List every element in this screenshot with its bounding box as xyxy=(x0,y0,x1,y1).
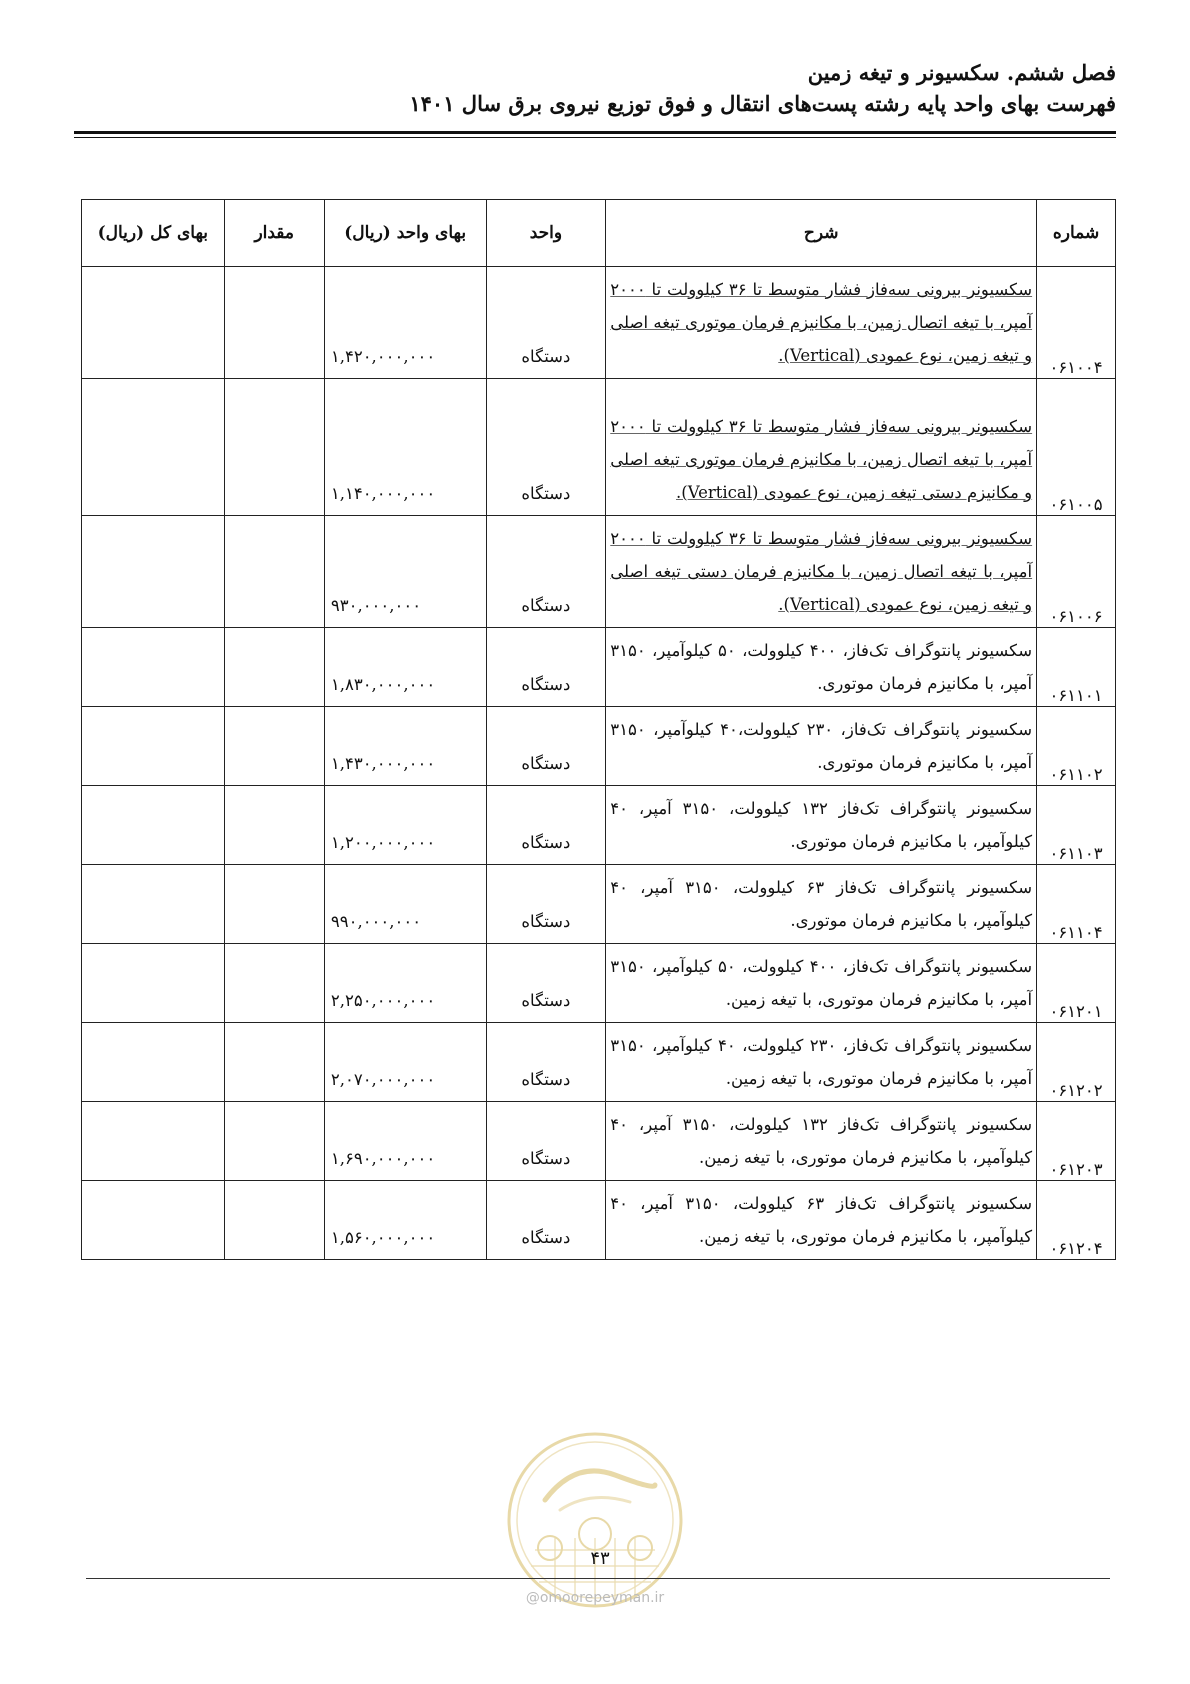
row-qty xyxy=(224,1102,324,1181)
row-total xyxy=(82,865,225,944)
row-price: ۱,۴۲۰,۰۰۰,۰۰۰ xyxy=(324,267,486,379)
footer-rule xyxy=(86,1578,1110,1579)
price-table xyxy=(81,199,1116,1260)
row-qty xyxy=(224,944,324,1023)
header-rule-thin xyxy=(74,137,1116,138)
header-rule-thick xyxy=(74,131,1116,134)
row-code: ۰۶۱۱۰۱ xyxy=(1037,628,1116,707)
header-qty: مقدار xyxy=(224,200,324,267)
row-qty xyxy=(224,1181,324,1260)
row-total xyxy=(82,707,225,786)
row-desc: سکسیونر پانتوگراف تک‌فاز ۶۳ کیلوولت، ۳۱۵۰ آمپر، ۴۰ کیلوآمپر، با مکانیزم فرمان موتوری، با تیغه زمین. xyxy=(606,1181,1037,1260)
row-qty xyxy=(224,516,324,628)
row-price: ۱,۵۶۰,۰۰۰,۰۰۰ xyxy=(324,1181,486,1260)
row-code: ۰۶۱۲۰۱ xyxy=(1037,944,1116,1023)
row-unit: دستگاه xyxy=(486,944,606,1023)
row-total xyxy=(82,1023,225,1102)
row-qty xyxy=(224,379,324,516)
table-row xyxy=(82,379,1116,516)
row-code: ۰۶۱۲۰۴ xyxy=(1037,1181,1116,1260)
row-desc: سکسیونر پانتوگراف تک‌فاز، ۴۰۰ کیلوولت، ۵۰ کیلوآمپر، ۳۱۵۰ آمپر، با مکانیزم فرمان موتوری. xyxy=(606,628,1037,707)
table-row xyxy=(82,865,1116,944)
row-price: ۹۹۰,۰۰۰,۰۰۰ xyxy=(324,865,486,944)
header-desc: شرح xyxy=(606,200,1037,267)
row-qty xyxy=(224,628,324,707)
row-unit: دستگاه xyxy=(486,516,606,628)
row-code: ۰۶۱۰۰۴ xyxy=(1037,267,1116,379)
table-row xyxy=(82,1181,1116,1260)
row-qty xyxy=(224,786,324,865)
header-total: بهای کل (ریال) xyxy=(82,200,225,267)
row-code: ۰۶۱۰۰۵ xyxy=(1037,379,1116,516)
row-unit: دستگاه xyxy=(486,267,606,379)
website-watermark: @omoorepeyman.ir xyxy=(525,1590,665,1606)
row-total xyxy=(82,516,225,628)
row-desc: سکسیونر پانتوگراف تک‌فاز، ۲۳۰ کیلوولت،۴۰ کیلوآمپر، ۳۱۵۰ آمپر، با مکانیزم فرمان موتوری. xyxy=(606,707,1037,786)
row-code: ۰۶۱۱۰۴ xyxy=(1037,865,1116,944)
row-desc: سکسیونر پانتوگراف تک‌فاز ۱۳۲ کیلوولت، ۳۱۵۰ آمپر، ۴۰ کیلوآمپر، با مکانیزم فرمان موتوری. xyxy=(606,786,1037,865)
row-code: ۰۶۱۲۰۲ xyxy=(1037,1023,1116,1102)
row-qty xyxy=(224,707,324,786)
row-price: ۱,۴۳۰,۰۰۰,۰۰۰ xyxy=(324,707,486,786)
row-total xyxy=(82,1181,225,1260)
row-price: ۱,۸۳۰,۰۰۰,۰۰۰ xyxy=(324,628,486,707)
row-unit: دستگاه xyxy=(486,1102,606,1181)
header-price: بهای واحد (ریال) xyxy=(324,200,486,267)
watermark-seal-icon xyxy=(505,1430,685,1610)
row-total xyxy=(82,786,225,865)
row-desc: سکسیونر بیرونی سه‌فاز فشار متوسط تا ۳۶ کیلوولت تا ۲۰۰۰ آمپر، با تیغه اتصال زمین، با مکانیزم فرمان موتوری تیغه اصلی و مکانیزم دستی تیغه زمین، نوع عمودی (Vertical). xyxy=(606,379,1037,516)
row-desc: سکسیونر بیرونی سه‌فاز فشار متوسط تا ۳۶ کیلوولت تا ۲۰۰۰ آمپر، با تیغه اتصال زمین، با مکانیزم فرمان موتوری تیغه اصلی و تیغه زمین، نوع عمودی (Vertical). xyxy=(606,267,1037,379)
row-code: ۰۶۱۰۰۶ xyxy=(1037,516,1116,628)
row-price: ۲,۲۵۰,۰۰۰,۰۰۰ xyxy=(324,944,486,1023)
row-total xyxy=(82,628,225,707)
row-price: ۱,۲۰۰,۰۰۰,۰۰۰ xyxy=(324,786,486,865)
page-header xyxy=(66,58,1116,120)
header-unit: واحد xyxy=(486,200,606,267)
row-code: ۰۶۱۲۰۳ xyxy=(1037,1102,1116,1181)
row-unit: دستگاه xyxy=(486,1181,606,1260)
table-row xyxy=(82,1102,1116,1181)
table-header-row xyxy=(82,200,1116,267)
row-unit: دستگاه xyxy=(486,786,606,865)
table-row xyxy=(82,516,1116,628)
row-desc: سکسیونر پانتوگراف تک‌فاز، ۲۳۰ کیلوولت، ۴۰ کیلوآمپر، ۳۱۵۰ آمپر، با مکانیزم فرمان موتوری، با تیغه زمین. xyxy=(606,1023,1037,1102)
row-unit: دستگاه xyxy=(486,707,606,786)
table-row xyxy=(82,628,1116,707)
row-code: ۰۶۱۱۰۲ xyxy=(1037,707,1116,786)
row-unit: دستگاه xyxy=(486,379,606,516)
row-price: ۱,۱۴۰,۰۰۰,۰۰۰ xyxy=(324,379,486,516)
row-total xyxy=(82,267,225,379)
row-qty xyxy=(224,1023,324,1102)
row-desc: سکسیونر پانتوگراف تک‌فاز ۶۳ کیلوولت، ۳۱۵۰ آمپر، ۴۰ کیلوآمپر، با مکانیزم فرمان موتوری. xyxy=(606,865,1037,944)
header-code: شماره xyxy=(1037,200,1116,267)
row-total xyxy=(82,944,225,1023)
table-row xyxy=(82,267,1116,379)
row-desc: سکسیونر بیرونی سه‌فاز فشار متوسط تا ۳۶ کیلوولت تا ۲۰۰۰ آمپر، با تیغه اتصال زمین، با مکانیزم فرمان دستی تیغه اصلی و تیغه زمین، نوع عمودی (Vertical). xyxy=(606,516,1037,628)
row-unit: دستگاه xyxy=(486,628,606,707)
document-title: فهرست بهای واحد پایه رشته پست‌های انتقال و فوق توزیع نیروی برق سال ۱۴۰۱ xyxy=(409,91,1116,116)
row-total xyxy=(82,1102,225,1181)
table-row xyxy=(82,786,1116,865)
row-unit: دستگاه xyxy=(486,1023,606,1102)
row-desc: سکسیونر پانتوگراف تک‌فاز، ۴۰۰ کیلوولت، ۵۰ کیلوآمپر، ۳۱۵۰ آمپر، با مکانیزم فرمان موتوری، با تیغه زمین. xyxy=(606,944,1037,1023)
row-price: ۱,۶۹۰,۰۰۰,۰۰۰ xyxy=(324,1102,486,1181)
row-qty xyxy=(224,267,324,379)
table-row xyxy=(82,1023,1116,1102)
row-qty xyxy=(224,865,324,944)
row-total xyxy=(82,379,225,516)
table-row xyxy=(82,944,1116,1023)
chapter-title: فصل ششم. سکسیونر و تیغه زمین xyxy=(807,60,1116,85)
row-desc: سکسیونر پانتوگراف تک‌فاز ۱۳۲ کیلوولت، ۳۱۵۰ آمپر، ۴۰ کیلوآمپر، با مکانیزم فرمان موتوری، با تیغه زمین. xyxy=(606,1102,1037,1181)
row-price: ۹۳۰,۰۰۰,۰۰۰ xyxy=(324,516,486,628)
page-number: ۴۳ xyxy=(590,1548,610,1569)
row-unit: دستگاه xyxy=(486,865,606,944)
table-row xyxy=(82,707,1116,786)
row-price: ۲,۰۷۰,۰۰۰,۰۰۰ xyxy=(324,1023,486,1102)
row-code: ۰۶۱۱۰۳ xyxy=(1037,786,1116,865)
